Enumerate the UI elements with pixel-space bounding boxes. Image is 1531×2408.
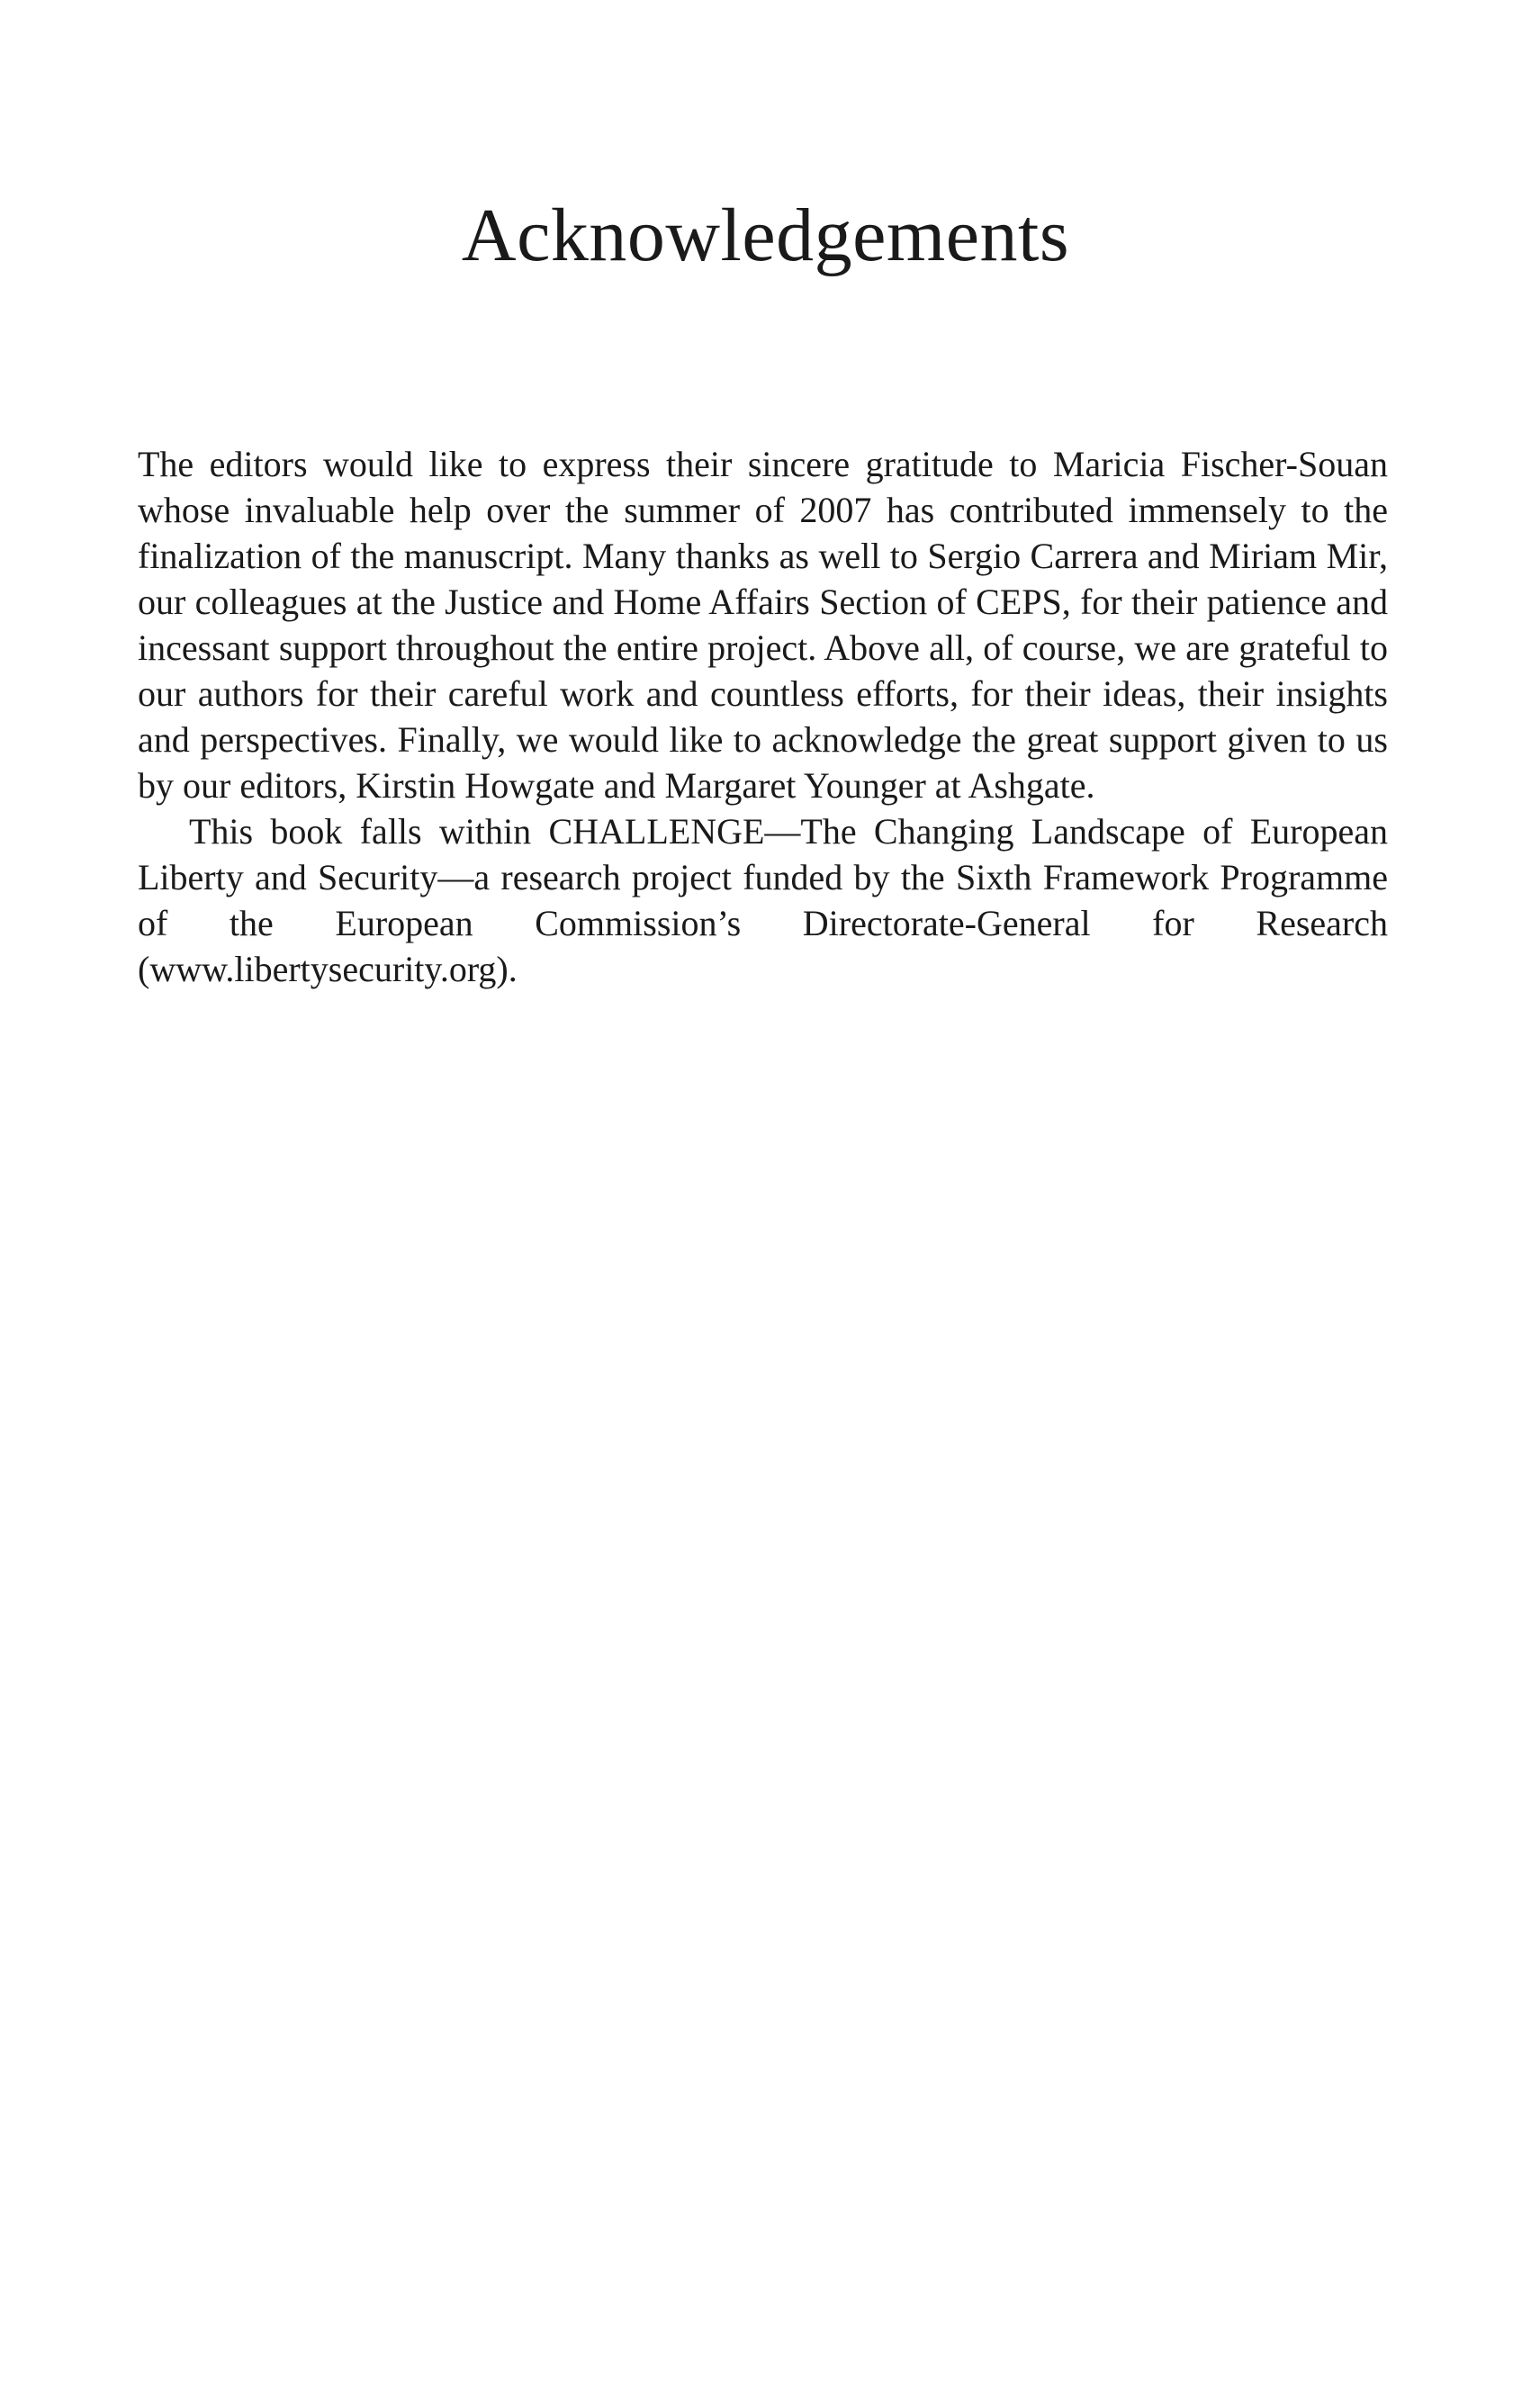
page-title: Acknowledgements xyxy=(461,194,1070,277)
paragraph-project: This book falls within CHALLENGE—The Changing Landscape of European Liberty and Security—a research project funded by the Sixth Framework Programme of the European Commission’s Directorate-General for Research (www.libertysecurity.org). xyxy=(138,811,1388,989)
acknowledgements-body xyxy=(138,441,1388,992)
paragraph-gratitude: The editors would like to express their sincere gratitude to Maricia Fischer-Souan whose invaluable help over the summer of 2007 has contributed immensely to the finalization of the manuscript. Many thanks as well to Sergio Carrera and Miriam Mir, our colleagues at the Justice and Home Affairs Section of CEPS, for their patience and incessant support throughout the entire project. Above all, of course, we are grateful to our authors for their careful work and countless efforts, for their ideas, their insights and perspectives. Finally, we would like to acknowledge the great support given to us by our editors, Kirstin Howgate and Margaret Younger at Ashgate. xyxy=(138,444,1388,806)
